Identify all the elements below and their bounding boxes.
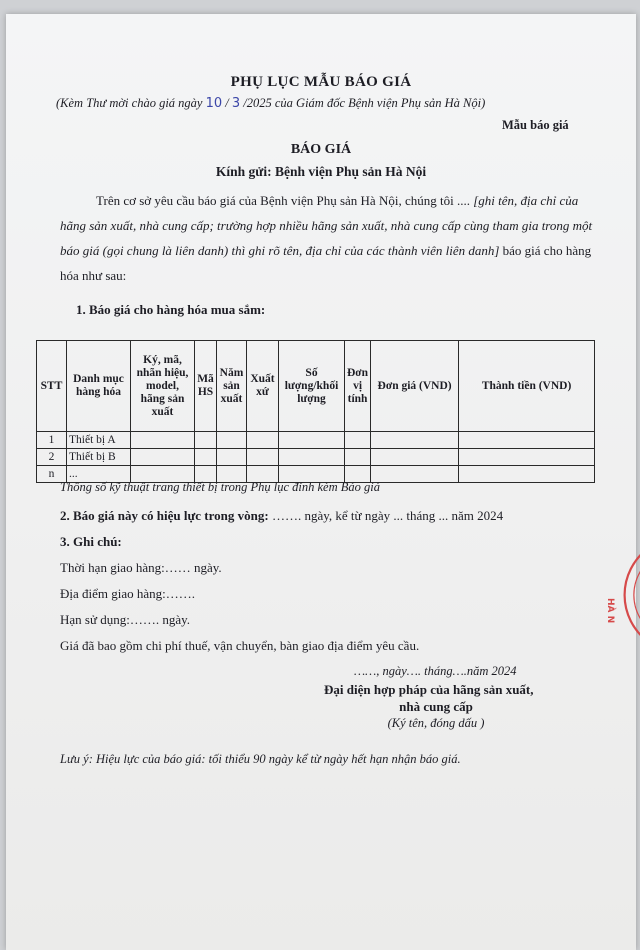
header-model: Ký, mã, nhãn hiệu, model, hãng sản xuất <box>131 341 195 432</box>
empty-cell <box>195 449 217 466</box>
document-title: PHỤ LỤC MẪU BÁO GIÁ <box>230 74 412 90</box>
row-number: n <box>37 466 67 483</box>
empty-cell <box>247 432 279 449</box>
empty-cell <box>371 432 459 449</box>
representative-line-1: Đại diện hợp pháp của hãng sản xuất, <box>324 682 534 697</box>
empty-cell <box>459 449 595 466</box>
subtitle-separator: / <box>225 96 229 110</box>
section-2-label: 2. Báo giá này có hiệu lực trong vòng: <box>60 508 269 523</box>
table-row <box>37 432 595 449</box>
quotation-table <box>36 340 595 483</box>
note-delivery-time: Thời hạn giao hàng:…… ngày. <box>60 560 222 575</box>
header-quantity: Số lượng/khối lượng <box>279 341 345 432</box>
row-item: Thiết bị A <box>67 432 131 449</box>
header-item: Danh mục hàng hóa <box>67 341 131 432</box>
intro-text: Trên cơ sở yêu cầu báo giá của Bệnh viện Phụ sản Hà Nội, chúng tôi .... <box>96 193 474 208</box>
document-page <box>6 14 636 950</box>
empty-cell <box>247 449 279 466</box>
empty-cell <box>459 466 595 483</box>
handwritten-day: 10 <box>205 96 223 111</box>
note-price-inclusion: Giá đã bao gồm chi phí thuế, vận chuyển, bàn giao địa điểm yêu cầu. <box>60 638 420 653</box>
header-stt: STT <box>37 341 67 432</box>
empty-cell <box>131 449 195 466</box>
table-header-row <box>37 341 595 432</box>
section-2-value: ……. ngày, kể từ ngày ... tháng ... năm 2024 <box>268 508 504 523</box>
header-total: Thành tiền (VND) <box>459 341 595 432</box>
document-subtitle <box>56 96 485 111</box>
empty-cell <box>371 466 459 483</box>
table-row <box>37 449 595 466</box>
note-expiry: Hạn sử dụng:……. ngày. <box>60 612 191 627</box>
red-stamp-seal <box>594 546 640 644</box>
header-origin: Xuất xứ <box>247 341 279 432</box>
empty-cell <box>279 449 345 466</box>
table-note: Thông số kỹ thuật trang thiết bị trong Phụ lục đính kèm Báo giá <box>60 480 380 494</box>
footnote: Lưu ý: Hiệu lực của báo giá: tối thiểu 90 ngày kể từ ngày hết hạn nhận báo giá. <box>60 752 461 766</box>
empty-cell <box>131 432 195 449</box>
form-label: Mẫu báo giá <box>502 118 569 132</box>
empty-cell <box>345 449 371 466</box>
header-year: Năm sản xuất <box>217 341 247 432</box>
empty-cell <box>217 432 247 449</box>
signature-date-line: ……, ngày…. tháng….năm 2024 <box>354 664 517 678</box>
intro-text-end: báo giá cho hàng hóa như sau: <box>60 243 592 283</box>
stamp-outer-ring <box>625 550 640 640</box>
sign-and-seal-instruction: (Ký tên, đóng dấu ) <box>387 716 485 730</box>
representative-line-2: nhà cung cấp <box>399 699 473 714</box>
empty-cell <box>371 449 459 466</box>
section-2 <box>60 508 503 524</box>
section-1-heading: 1. Báo giá cho hàng hóa mua sắm: <box>76 302 266 317</box>
intro-italic-instruction: [ghi tên, địa chỉ của hãng sản xuất, nhà cung cấp; trường hợp nhiều hãng sản xuất, nhà cung cấp cùng tham gia trong một báo giá (gọi chung là liên danh) thì ghi rõ tên, địa chỉ của các thành viên liên danh] <box>60 193 593 258</box>
row-item: Thiết bị B <box>67 449 131 466</box>
empty-cell <box>195 432 217 449</box>
note-delivery-location: Địa điểm giao hàng:……. <box>60 586 196 601</box>
header-unit: Đơn vị tính <box>345 341 371 432</box>
handwritten-month: 3 <box>231 96 241 111</box>
intro-paragraph <box>60 188 600 288</box>
empty-cell <box>459 432 595 449</box>
stamp-inner-ring <box>634 560 640 630</box>
recipient-line: Kính gửi: Bệnh viện Phụ sản Hà Nội <box>215 164 427 179</box>
header-unit-price: Đơn giá (VND) <box>371 341 459 432</box>
empty-cell <box>217 449 247 466</box>
empty-cell <box>345 432 371 449</box>
quotation-heading: BÁO GIÁ <box>290 142 352 157</box>
empty-cell <box>279 432 345 449</box>
row-item: ... <box>67 466 131 483</box>
row-number: 2 <box>37 449 67 466</box>
section-3-heading: 3. Ghi chú: <box>60 534 122 549</box>
subtitle-suffix: /2025 của Giám đốc Bệnh viện Phụ sản Hà Nội) <box>243 96 486 110</box>
row-number: 1 <box>37 432 67 449</box>
stamp-text: HÀ N <box>605 598 615 624</box>
subtitle-prefix: (Kèm Thư mời chào giá ngày <box>56 96 203 110</box>
header-hs-code: Mã HS <box>195 341 217 432</box>
